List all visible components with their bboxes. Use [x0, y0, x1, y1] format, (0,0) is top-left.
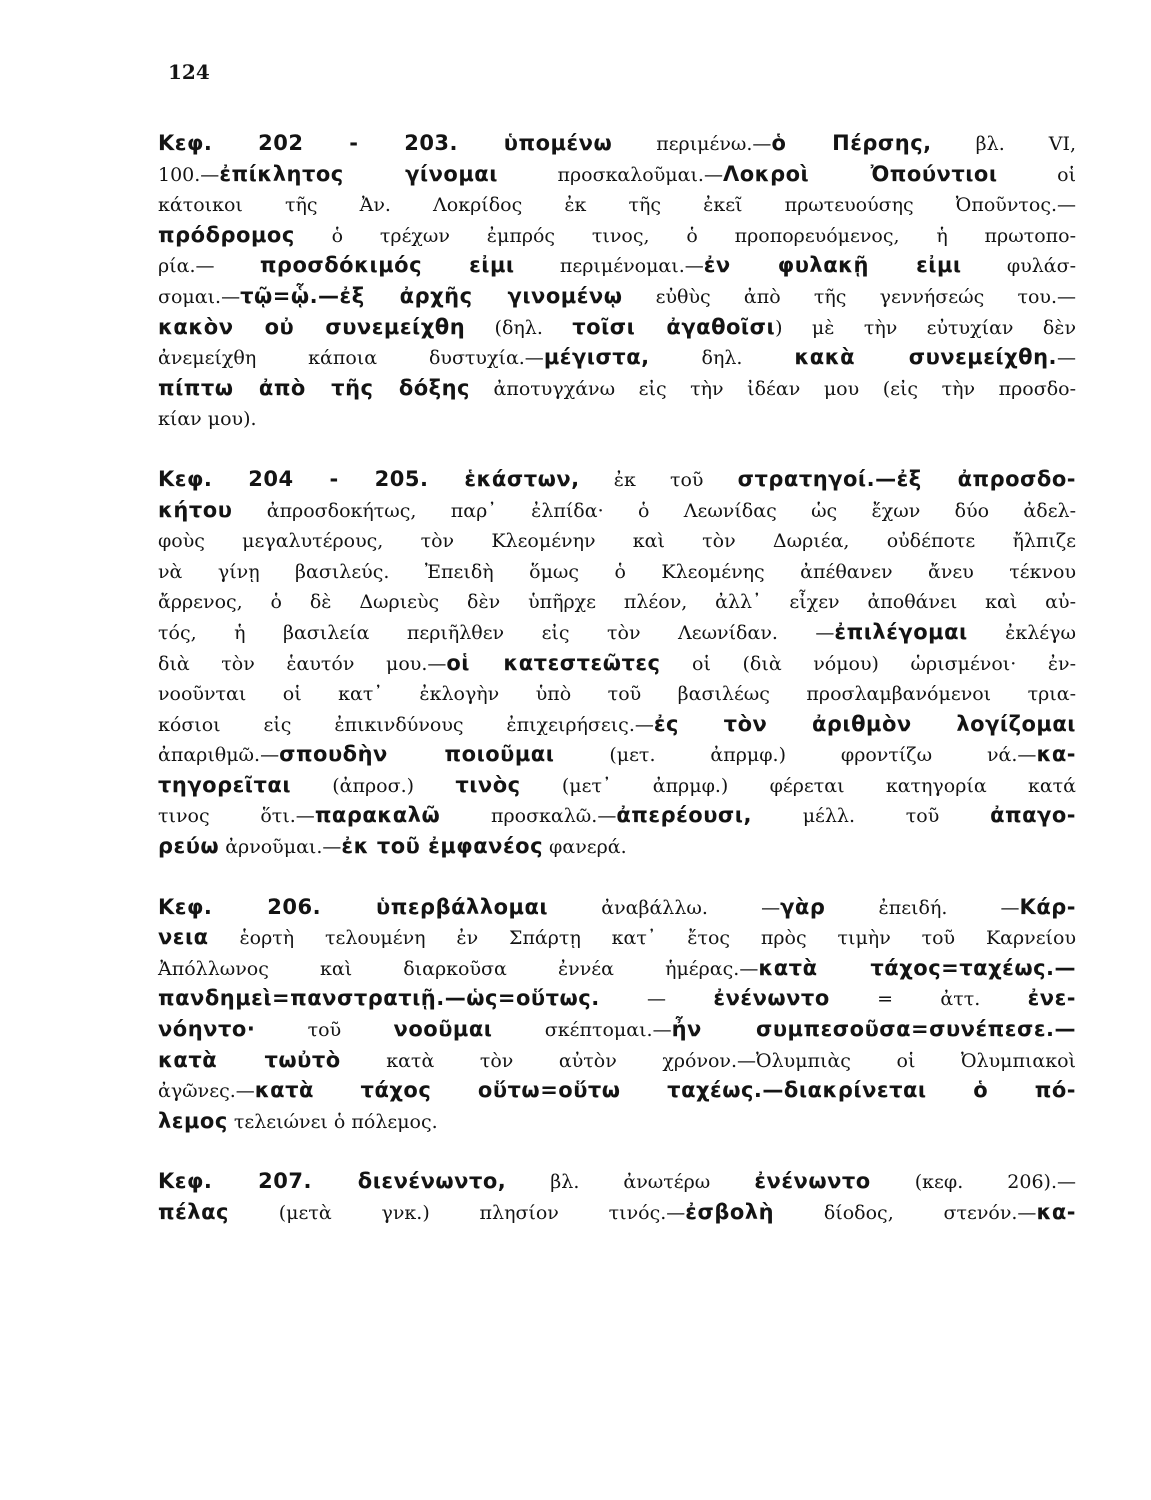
bold-term: Κάρ- [1019, 894, 1076, 919]
bold-term: κατὰ τάχος=ταχέως.— [758, 955, 1076, 980]
plain-text: ἀπροσδοκήτως, παρ᾽ ἐλπίδα· ὁ Λεωνίδας ὡς ἔχων δύο ἀδελ- [232, 499, 1076, 522]
bold-term: πέλας [158, 1200, 229, 1224]
bold-term: ἐνένωντο [754, 1169, 871, 1194]
text-line [158, 1166, 1076, 1197]
plain-text: ἀνεμείχθη κάποια δυστυχία.— [158, 347, 544, 370]
bold-term: ἐνένωντο [713, 986, 830, 1011]
bold-term: κακὸν οὐ συνεμείχθη [158, 314, 466, 339]
bold-term: κα- [1036, 742, 1076, 767]
bold-term: ἐκ τοῦ ἐμφανέος [341, 834, 544, 859]
plain-text: κάτοικοι τῆς Ἀν. Λοκρίδος ἐκ τῆς ἐκεῖ πρωτευούσης Ὀποῦντος.— [158, 194, 1076, 217]
text-line [158, 189, 1076, 220]
bold-term: ἐπιλέγομαι [834, 619, 968, 644]
bold-term: ἐσβολὴ [685, 1200, 775, 1224]
text-line [158, 1106, 1076, 1137]
plain-text: ἀρνοῦμαι.— [219, 836, 342, 859]
plain-text: μέλλ. τοῦ [751, 805, 991, 828]
text-line [158, 831, 1076, 862]
plain-text: (κεφ. 206).— [870, 1171, 1076, 1194]
plain-text: 100.— [158, 163, 220, 186]
bold-term: λεμος [158, 1108, 228, 1133]
plain-text: κόσιοι εἰς ἐπικινδύνους ἐπιχειρήσεις.— [158, 713, 654, 736]
text-line [158, 1014, 1076, 1045]
plain-text: νὰ γίνῃ βασιλεύς. Ἐπειδὴ ὅμως ὁ Κλεομένης ἀπέθανεν ἄνευ τέκνου [158, 560, 1076, 583]
plain-text: διὰ τὸν ἑαυτόν μου.— [158, 652, 447, 675]
bold-term: γὰρ [780, 894, 826, 919]
text-line [158, 709, 1076, 740]
text-line [158, 800, 1076, 831]
text-line [158, 342, 1076, 373]
bold-term: ἐς τὸν ἀριθμὸν λογίζομαι [653, 711, 1076, 736]
bold-term: ἀπερέουσι, [616, 803, 752, 828]
bold-term: μέγιστα, [543, 345, 650, 370]
bold-term: τηγορεῖται [158, 772, 291, 797]
bold-term: οἱ κατεστεῶτες [446, 650, 661, 675]
text-line [158, 128, 1076, 159]
plain-text: δηλ. [649, 347, 795, 370]
text-line [158, 892, 1076, 923]
text-line [158, 312, 1076, 343]
bold-term: προσδόκιμός εἰμι [259, 253, 515, 278]
bold-term: κατὰ τωὐτὸ [158, 1047, 341, 1072]
plain-text: φανερά. [543, 836, 627, 859]
plain-text: — [599, 988, 714, 1011]
plain-text: νοοῦνται οἱ κατ᾽ ἐκλογὴν ὑπὸ τοῦ βασιλέως προσλαμβανόμενοι τρια- [158, 683, 1076, 706]
text-line [158, 220, 1076, 251]
bold-term: ἀπαγο- [990, 803, 1076, 828]
bold-term: κα- [1036, 1200, 1076, 1224]
plain-text: (μετ. ἀπρμφ.) φροντίζω νά.— [554, 744, 1037, 767]
plain-text: (δηλ. [465, 316, 573, 339]
bold-term: κακὰ συνεμείχθη. [794, 345, 1057, 370]
plain-text: ) μὲ τὴν εὐτυχίαν δὲν [775, 316, 1077, 339]
text-line [158, 525, 1076, 556]
text-line [158, 648, 1076, 679]
plain-text: ἀπαριθμῶ.— [158, 744, 280, 767]
text-line [158, 1075, 1076, 1106]
plain-text: τοῦ [255, 1019, 394, 1042]
plain-text: προσκαλῶ.— [440, 805, 617, 828]
bold-term: ἐν φυλακῇ εἰμι [703, 253, 962, 278]
plain-text: Ἀπόλλωνος καὶ διαρκοῦσα ἐννέα ἡμέρας.— [158, 957, 759, 980]
plain-text: ἀποτυγχάνω εἰς τὴν ἰδέαν μου (εἰς τὴν προσδο- [469, 377, 1076, 400]
text-line [158, 617, 1076, 648]
plain-text: εὐθὺς ἀπὸ τῆς γεννήσεώς του.— [622, 285, 1076, 308]
plain-text: οἱ (διὰ νόμου) ὡρισμένοι· ἐν- [660, 652, 1076, 675]
plain-text: (μετὰ γνκ.) πλησίον τινός.— [228, 1202, 686, 1224]
bold-term: παρακαλῶ [314, 803, 441, 828]
plain-text: κατὰ τὸν αὐτὸν χρόνον.—Ὀλυμπιὰς οἱ Ὀλυμπιακοὶ [340, 1049, 1076, 1072]
plain-text: ἑορτὴ τελουμένη ἐν Σπάρτῃ κατ᾽ ἔτος πρὸς τιμὴν τοῦ Καρνείου [208, 927, 1076, 950]
plain-text: φοὺς μεγαλυτέρους, τὸν Κλεομένην καὶ τὸν Δωριέα, οὐδέποτε ἤλπιζε [158, 530, 1076, 553]
plain-text: κίαν μου). [158, 408, 257, 431]
text-body [158, 128, 1076, 1228]
plain-text: τελειώνει ὁ πόλεμος. [227, 1110, 438, 1133]
bold-term: ἦν συμπεσοῦσα=συνέπεσε.— [671, 1017, 1076, 1042]
bold-term: ὁ Πέρσης, [771, 131, 932, 155]
text-line [158, 1197, 1076, 1228]
plain-text: ἀναβάλλω. — [548, 896, 781, 919]
plain-text: ἀγῶνες.— [158, 1080, 255, 1103]
bold-term: στρατηγοί.—ἐξ ἀπροσδο- [737, 466, 1076, 491]
bold-term: πανδημεὶ=πανστρατιῇ.—ὡς=οὕτως. [158, 986, 600, 1011]
bold-term: νεια [158, 925, 209, 950]
text-line [158, 403, 1076, 434]
bold-term: Κεφ. 207. διενένωντο, [158, 1169, 507, 1194]
plain-text: τός, ἡ βασιλεία περιῆλθεν εἰς τὸν Λεωνίδαν. — [158, 621, 835, 644]
plain-text: = ἀττ. [829, 988, 1028, 1011]
plain-text: σκέπτομαι.— [492, 1019, 672, 1042]
plain-text: (ἀπροσ.) [291, 774, 456, 797]
text-line [158, 586, 1076, 617]
plain-text: δίοδος, στενόν.— [774, 1202, 1037, 1224]
plain-text: προσκαλοῦμαι.— [497, 163, 723, 186]
text-line [158, 464, 1076, 495]
plain-text: βλ. ἀνωτέρω [506, 1171, 755, 1194]
plain-text: περιμένομαι.— [514, 255, 704, 278]
text-line [158, 495, 1076, 526]
text-line [158, 556, 1076, 587]
plain-text: ἐπειδή. — [825, 896, 1020, 919]
text-line [158, 373, 1076, 404]
text-line [158, 159, 1076, 190]
plain-text: τινος ὅτι.— [158, 805, 315, 828]
plain-text: περιμένω.— [612, 133, 772, 155]
bold-term: νοοῦμαι [393, 1017, 493, 1042]
text-line [158, 1045, 1076, 1076]
text-line [158, 678, 1076, 709]
bold-term: σπουδὴν ποιοῦμαι [279, 742, 555, 767]
plain-text: φυλάσ- [961, 255, 1077, 278]
bold-term: Κεφ. 204 - 205. ἑκάστων, [158, 466, 580, 491]
bold-term: νόηντο· [158, 1017, 256, 1042]
bold-term: ἐπίκλητος γίνομαι [219, 161, 498, 186]
bold-term: Λοκροὶ Ὀπούντιοι [722, 161, 998, 186]
text-line [158, 250, 1076, 281]
plain-text: (μετ᾽ ἀπρμφ.) φέρεται κατηγορία κατά [520, 774, 1076, 797]
bold-term: τινὸς [455, 772, 521, 797]
text-line [158, 983, 1076, 1014]
bold-term: ρεύω [158, 834, 220, 859]
bold-term: ἐνε- [1027, 986, 1076, 1011]
text-line [158, 922, 1076, 953]
plain-text: ἄρρενος, ὁ δὲ Δωριεὺς δὲν ὑπῆρχε πλέον, ἀλλ᾽ εἶχεν ἀποθάνει καὶ αὐ- [158, 591, 1076, 614]
bold-term: τοῖσι ἀγαθοῖσι [572, 314, 776, 339]
plain-text: ἐκλέγω [967, 621, 1076, 644]
page-number: 124 [168, 60, 210, 84]
text-line [158, 953, 1076, 984]
text-line [158, 770, 1076, 801]
plain-text: ὁ τρέχων ἐμπρός τινος, ὁ προπορευόμενος, ἡ πρωτοπο- [294, 224, 1076, 247]
bold-term: πρόδρομος [158, 222, 295, 247]
bold-term: κήτου [158, 497, 233, 522]
bold-term: πίπτω ἀπὸ τῆς δόξης [158, 375, 470, 400]
plain-text: — [1057, 347, 1076, 370]
plain-text: οἱ [997, 163, 1077, 186]
plain-text: σομαι.— [158, 285, 241, 308]
plain-text: βλ. VI, [931, 133, 1076, 155]
bold-term: τῷ=ᾧ.—ἐξ ἀρχῆς γινομένῳ [240, 283, 623, 308]
text-line [158, 281, 1076, 312]
bold-term: κατὰ τάχος οὕτω=οὕτω ταχέως.—διακρίνεται ὁ πό- [254, 1078, 1076, 1103]
plain-text: ἐκ τοῦ [579, 468, 738, 491]
bold-term: Κεφ. 206. ὑπερβάλλομαι [158, 894, 549, 919]
text-line [158, 739, 1076, 770]
bold-term: Κεφ. 202 - 203. ὑπομένω [158, 131, 613, 155]
plain-text: ρία.— [158, 255, 260, 278]
